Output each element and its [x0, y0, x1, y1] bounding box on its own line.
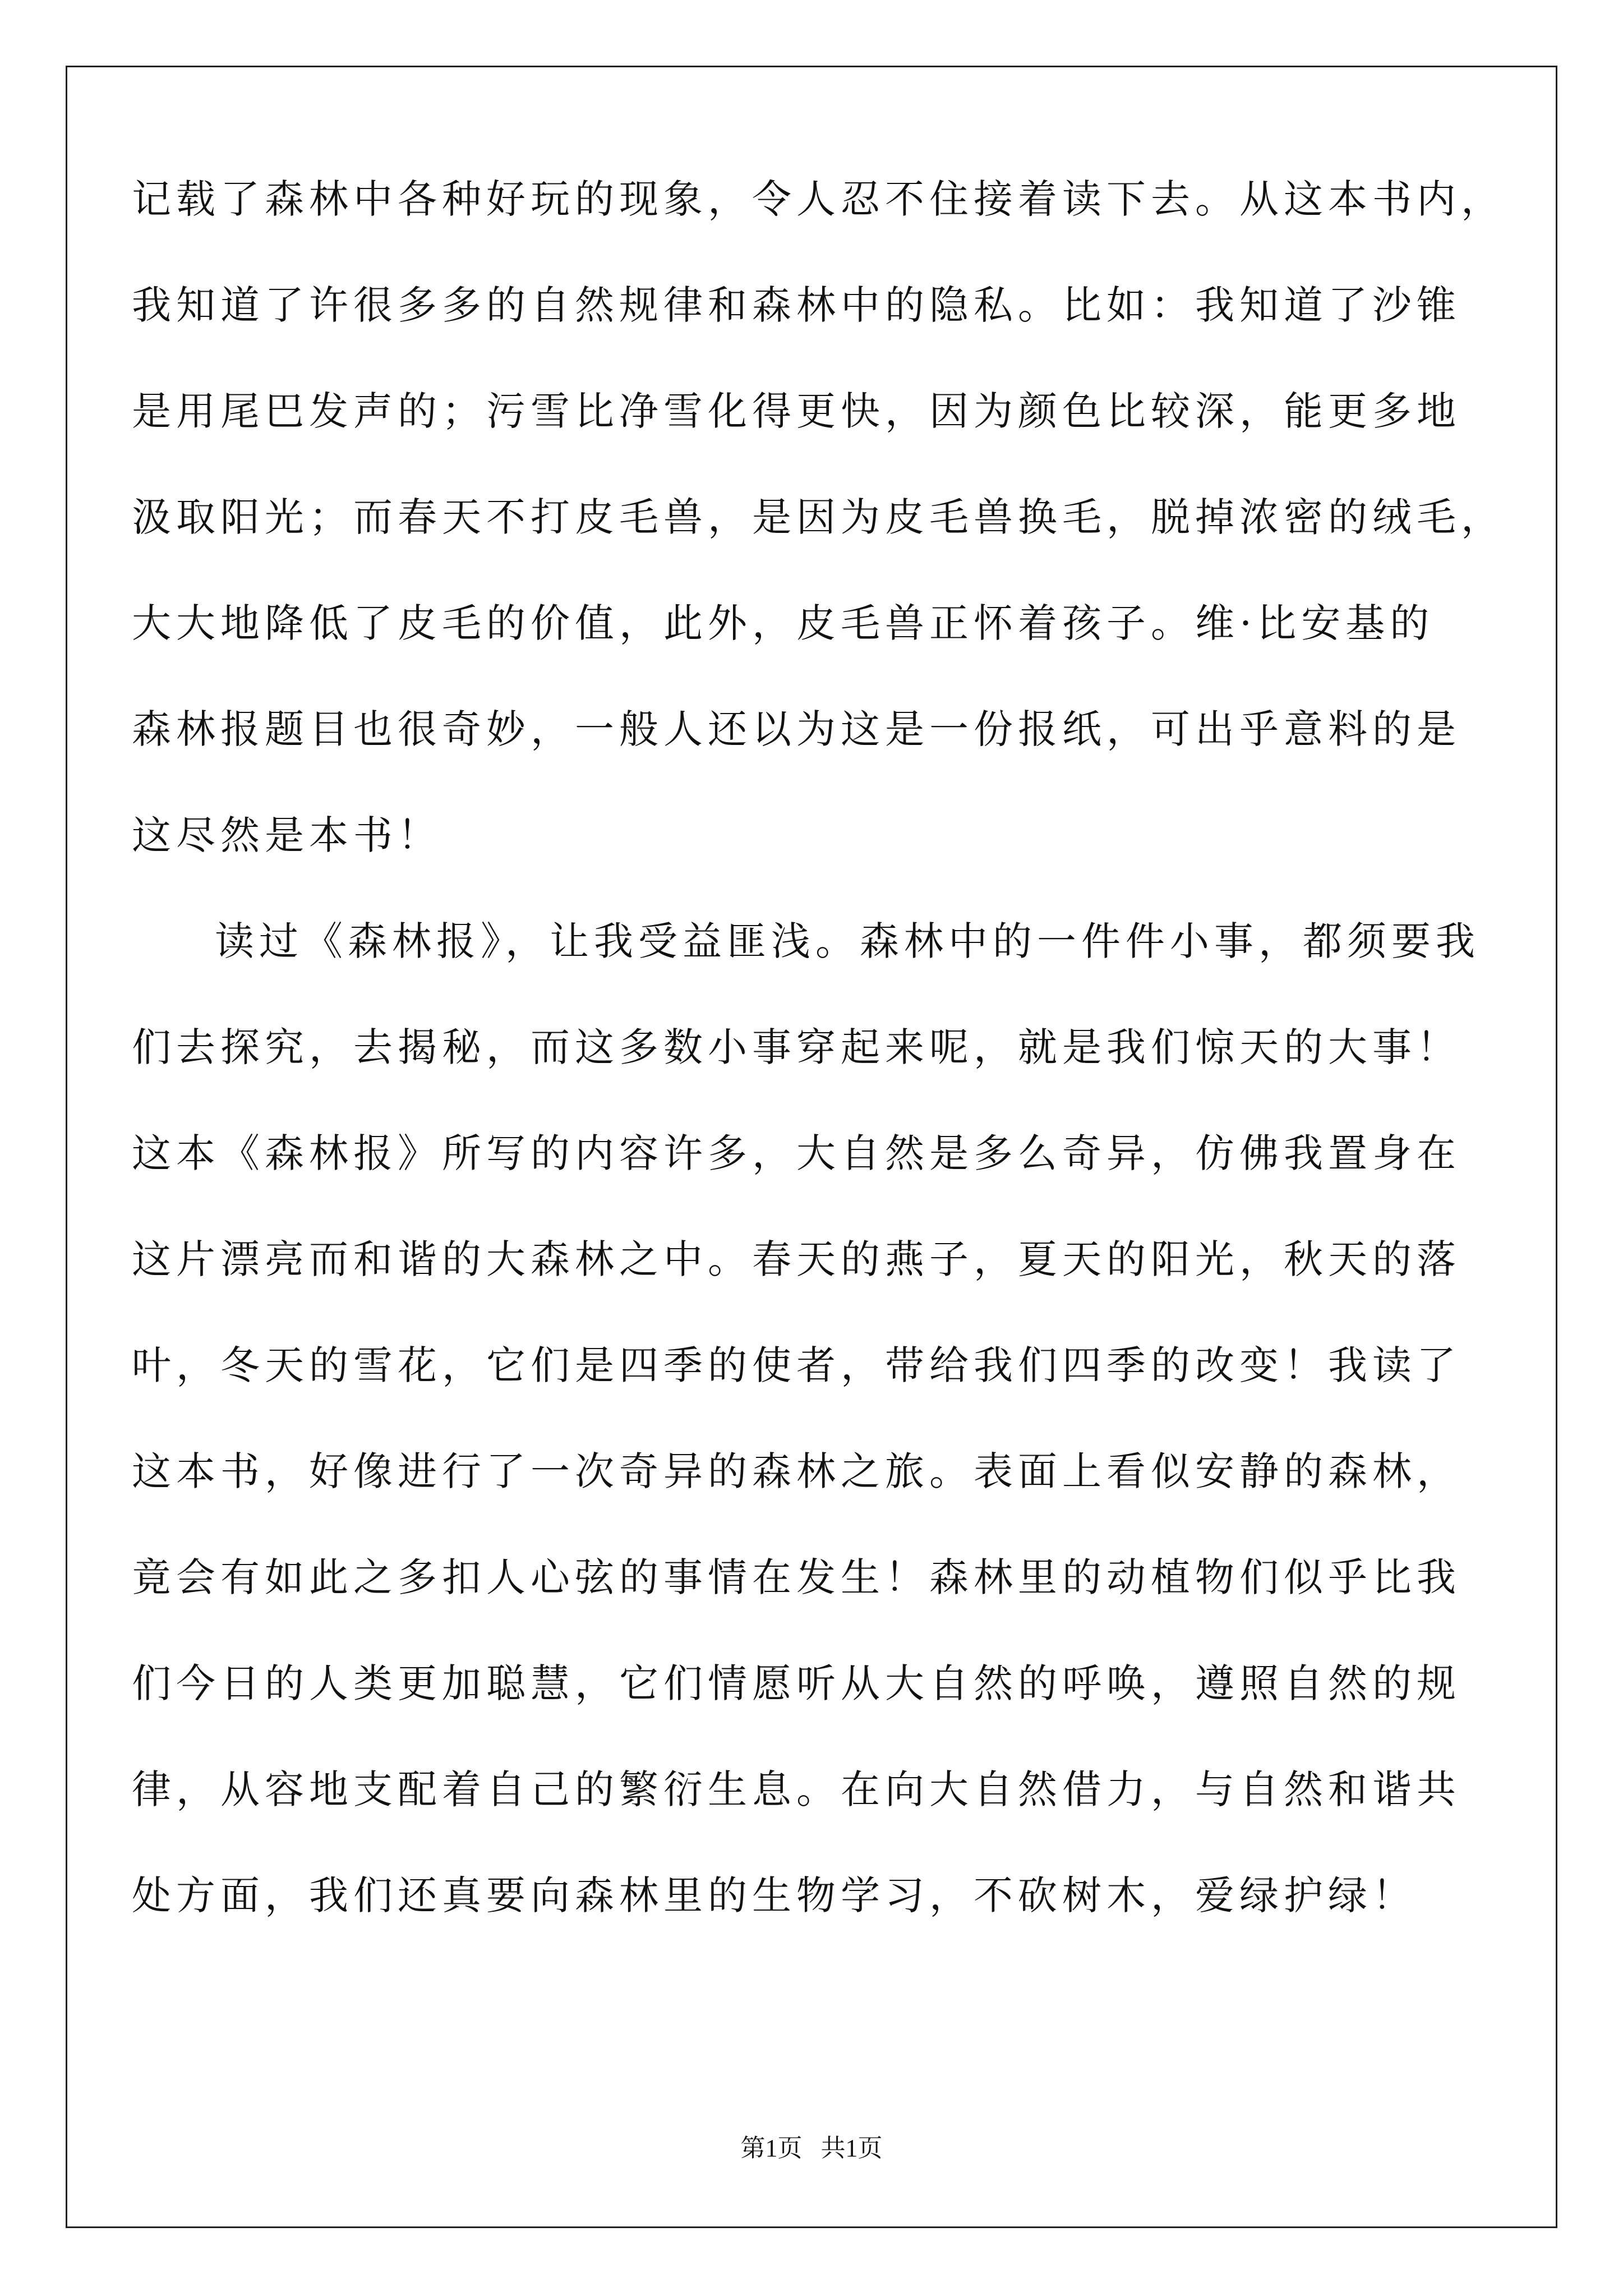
text-line: 汲取阳光；而春天不打皮毛兽，是因为皮毛兽换毛，脱掉浓密的绒毛， — [132, 494, 1505, 540]
text-line: 叶，冬天的雪花，它们是四季的使者，带给我们四季的改变！我读了 — [132, 1342, 1461, 1388]
paragraph-first-line: 读过《森林报》，让我受益匪浅。森林中的一件件小事，都须要我 — [215, 918, 1480, 964]
text-line: 这尽然是本书！ — [132, 812, 442, 858]
text-line: 这本《森林报》所写的内容许多，大自然是多么奇异，仿佛我置身在 — [132, 1130, 1461, 1176]
text-line: 们去探究，去揭秘，而这多数小事穿起来呢，就是我们惊天的大事！ — [132, 1024, 1461, 1070]
text-line: 处方面，我们还真要向森林里的生物学习，不砍树木，爱绿护绿！ — [132, 1872, 1417, 1918]
text-line: 记载了森林中各种好玩的现象，令人忍不住接着读下去。从这本书内， — [132, 176, 1505, 222]
text-line: 律，从容地支配着自己的繁衍生息。在向大自然借力，与自然和谐共 — [132, 1766, 1461, 1812]
text-line: 这片漂亮而和谐的大森林之中。春天的燕子，夏天的阳光，秋天的落 — [132, 1236, 1461, 1282]
page-number-footer: 第1页 共1页 — [740, 2134, 883, 2162]
text-line: 大大地降低了皮毛的价值，此外，皮毛兽正怀着孩子。维·比安基的 — [132, 600, 1435, 646]
text-line: 森林报题目也很奇妙，一般人还以为这是一份报纸，可出乎意料的是 — [132, 706, 1461, 752]
document-body — [132, 176, 1505, 1982]
text-line: 我知道了许很多多的自然规律和森林中的隐私。比如：我知道了沙锥 — [132, 282, 1461, 328]
text-line: 们今日的人类更加聪慧，它们情愿听从大自然的呼唤，遵照自然的规 — [132, 1660, 1461, 1706]
text-line: 是用尾巴发声的；污雪比净雪化得更快，因为颜色比较深，能更多地 — [132, 388, 1461, 434]
text-line: 这本书，好像进行了一次奇异的森林之旅。表面上看似安静的森林， — [132, 1448, 1461, 1494]
text-line: 竟会有如此之多扣人心弦的事情在发生！森林里的动植物们似乎比我 — [132, 1554, 1461, 1600]
